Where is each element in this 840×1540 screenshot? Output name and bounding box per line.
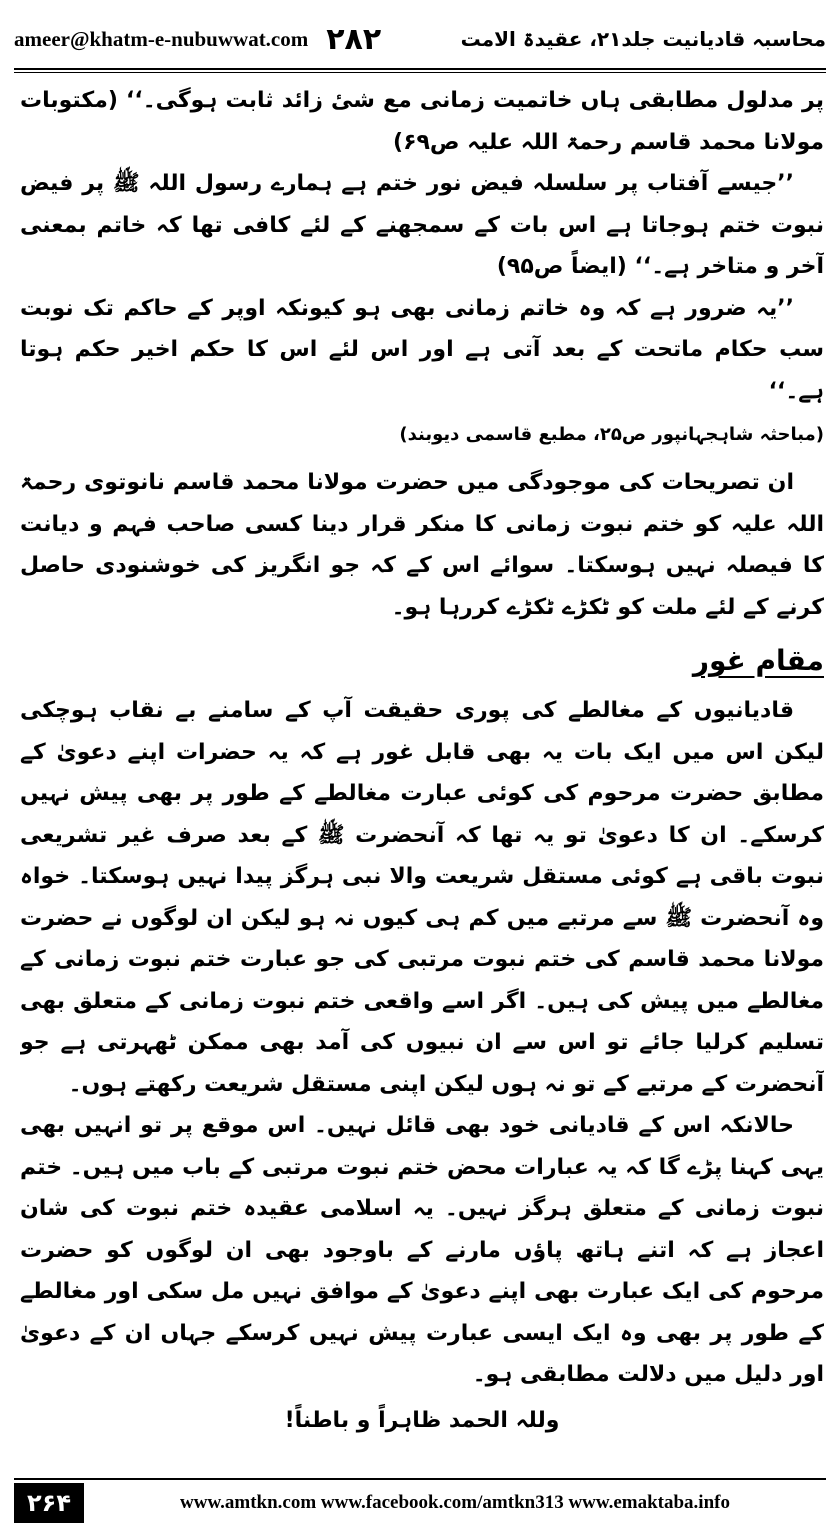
closing-line: وللہ الحمد ظاہراً و باطناً! <box>284 1407 560 1433</box>
header-email: ameer@khatm-e-nubuwwat.com <box>14 26 309 51</box>
book-title: محاسبہ قادیانیت جلد۲۱، عقیدۃ الامت <box>460 27 826 51</box>
reference-citation: (مباحثہ شاہجہانپور ص۲۵، مطبع قاسمی دیوبند) <box>399 424 824 445</box>
header-page-number: ۲۸۲ <box>326 21 382 57</box>
section-heading: مقام غور <box>692 644 824 677</box>
paragraph-6: حالانکہ اس کے قادیانی خود بھی قائل نہیں۔ اس موقع پر تو انہیں بھی یہی کہنا پڑے گا کہ یہ عبارات محض ختم نبوت مرتبی کے باب میں ہیں۔ ختم نبوت زمانی کے متعلق ہرگز نہیں۔ یہ اسلامی عقیدہ ختم نبوت کی شان اعجاز ہے کہ اتنے ہاتھ پاؤں مارنے کے باوجود بھی ان لوگوں کو حضرت مرحوم کی ایک عبارت بھی اپنے دعویٰ کے موافق نہیں مل سکی اور مغالطے کے طور پر بھی وہ ایک ایسی عبارت پیش نہیں کرسکے جہاں ان کے دعویٰ اور دلیل میں دلالت مطابقی ہو۔ <box>20 1113 824 1387</box>
header-divider <box>14 68 826 70</box>
paragraph-5: قادیانیوں کے مغالطے کی پوری حقیقت آپ کے سامنے بے نقاب ہوچکی لیکن اس میں ایک بات یہ بھی قابل غور ہے کہ یہ حضرات اپنے دعویٰ کے مطابق حضرت مرحوم کی کوئی عبارت مغالطے کے طور پر بھی پیش نہیں کرسکے۔ ان کا دعویٰ تو یہ تھا کہ آنحضرت ﷺ کے بعد صرف غیر تشریعی نبوت باقی ہے کوئی مستقل شریعت والا نبی ہرگز پیدا نہیں ہوسکتا۔ خواہ وہ آنحضرت ﷺ سے مرتبے میں کم ہی کیوں نہ ہو لیکن ان لوگوں نے حضرت مولانا محمد قاسم کی ختم نبوت مرتبی کی جو عبارت ختم نبوت زمانی کے مغالطے میں پیش کی ہیں۔ اگر اسے واقعی ختم نبوت زمانی کے متعلق بھی تسلیم کرلیا جائے تو اس سے ان نبیوں کی آمد بھی ممکن ٹھہرتی ہے جو آنحضرت کے مرتبے کے تو نہ ہوں لیکن اپنی مستقل شریعت رکھتے ہوں۔ <box>20 698 824 1097</box>
paragraph-quote-1: پر مدلول مطابقی ہاں خاتمیت زمانی مع شیٔ زائد ثابت ہوگی۔‘‘ (مکتوبات مولانا محمد قاسم رحمۃ اللہ علیہ ص۶۹) <box>20 88 824 155</box>
page-footer <box>14 1478 826 1526</box>
footer-links[interactable]: www.amtkn.com www.facebook.com/amtkn313 www.emaktaba.info <box>180 1492 730 1513</box>
paragraph-4: ان تصریحات کی موجودگی میں حضرت مولانا محمد قاسم نانوتوی رحمۃ اللہ علیہ کو ختم نبوت زمانی کا منکر قرار دینا کسی صاحب فہم و دیانت کا فیصلہ نہیں ہوسکتا۔ سوائے اس کے کہ جو انگریز کی خوشنودی حاصل کرنے کے لئے ملت کو ٹکڑے ٹکڑے کررہا ہو۔ <box>20 470 824 620</box>
footer-page-number: ۲۶۴ <box>14 1483 84 1523</box>
page-header <box>14 14 826 64</box>
header-left <box>14 22 381 57</box>
header-divider-thin <box>14 72 826 73</box>
page-content <box>20 80 824 1445</box>
paragraph-quote-2: ’’جیسے آفتاب پر سلسلہ فیض نور ختم ہے ہمارے رسول اللہ ﷺ پر فیض نبوت ختم ہوجاتا ہے اس بات کے سمجھنے کے لئے کافی تھا کہ خاتم بمعنی آخر و متاخر ہے۔‘‘ (ایضاً ص۹۵) <box>20 171 824 279</box>
paragraph-quote-3: ’’یہ ضرور ہے کہ وہ خاتم زمانی بھی ہو کیونکہ اوپر کے حاکم تک نوبت سب حکام ماتحت کے بعد آتی ہے اور اس لئے اس کا حکم اخیر حکم ہوتا ہے۔‘‘ <box>20 295 824 404</box>
